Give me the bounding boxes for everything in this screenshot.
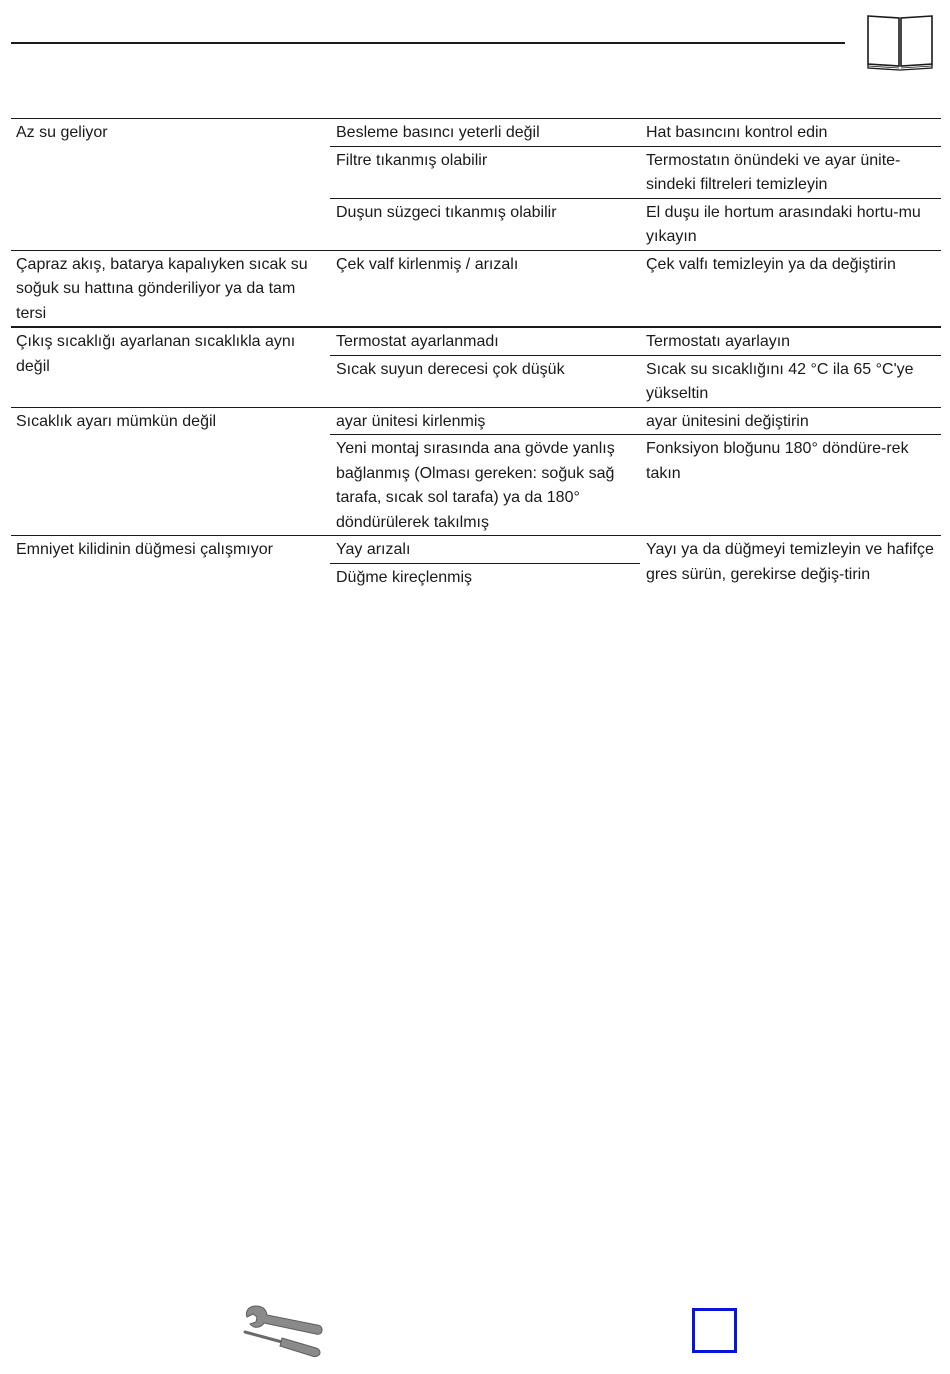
cause-cell: Filtre tıkanmış olabilir (330, 146, 640, 198)
remedy-cell: Termostatın önündeki ve ayar ünite-sindeki filtreleri temizleyin (640, 146, 941, 198)
cause-cell: Çek valf kirlenmiş / arızalı (330, 250, 640, 327)
open-book-icon (866, 14, 934, 72)
remedy-cell: Çek valfı temizleyin ya da değiştirin (640, 250, 941, 327)
symptom-cell: Emniyet kilidinin düğmesi çalışmıyor (11, 536, 330, 591)
cause-cell: Yeni montaj sırasında ana gövde yanlış bağlanmış (Olması gereken: soğuk sağ tarafa, sıcak sol tarafa) ya da 180° döndürülerek takılmış (330, 435, 640, 536)
cause-cell: Besleme basıncı yeterli değil (330, 119, 640, 147)
table-row (11, 536, 941, 564)
cause-cell: Yay arızalı (330, 536, 640, 564)
header-rule (11, 42, 845, 44)
symptom-cell: Çapraz akış, batarya kapalıyken sıcak su soğuk su hattına gönderiliyor ya da tam tersi (11, 250, 330, 327)
remedy-cell: Yayı ya da düğmeyi temizleyin ve hafifçe gres sürün, gerekirse değiş-tirin (640, 536, 941, 591)
symptom-cell: Sıcaklık ayarı mümkün değil (11, 407, 330, 536)
remedy-cell: Termostatı ayarlayın (640, 327, 941, 355)
symptom-cell: Çıkış sıcaklığı ayarlanan sıcaklıkla aynı değil (11, 327, 330, 407)
cause-cell: Sıcak suyun derecesi çok düşük (330, 355, 640, 407)
blue-square-icon (692, 1308, 737, 1353)
remedy-cell: Hat basıncını kontrol edin (640, 119, 941, 147)
symptom-cell: Az su geliyor (11, 119, 330, 251)
table-row (11, 250, 941, 327)
table-row (11, 119, 941, 147)
remedy-cell: Fonksiyon bloğunu 180° döndüre-rek takın (640, 435, 941, 536)
cause-cell: ayar ünitesi kirlenmiş (330, 407, 640, 435)
troubleshooting-table (11, 118, 941, 591)
remedy-cell: El duşu ile hortum arasındaki hortu-mu yıkayın (640, 198, 941, 250)
troubleshooting-table-wrapper (11, 118, 941, 591)
cause-cell: Termostat ayarlanmadı (330, 327, 640, 355)
cause-cell: Düğme kireçlenmiş (330, 563, 640, 591)
wrench-screwdriver-icon (242, 1300, 328, 1358)
remedy-cell: Sıcak su sıcaklığını 42 °C ila 65 °C'ye yükseltin (640, 355, 941, 407)
remedy-cell: ayar ünitesini değiştirin (640, 407, 941, 435)
table-row (11, 327, 941, 355)
table-row (11, 407, 941, 435)
cause-cell: Duşun süzgeci tıkanmış olabilir (330, 198, 640, 250)
